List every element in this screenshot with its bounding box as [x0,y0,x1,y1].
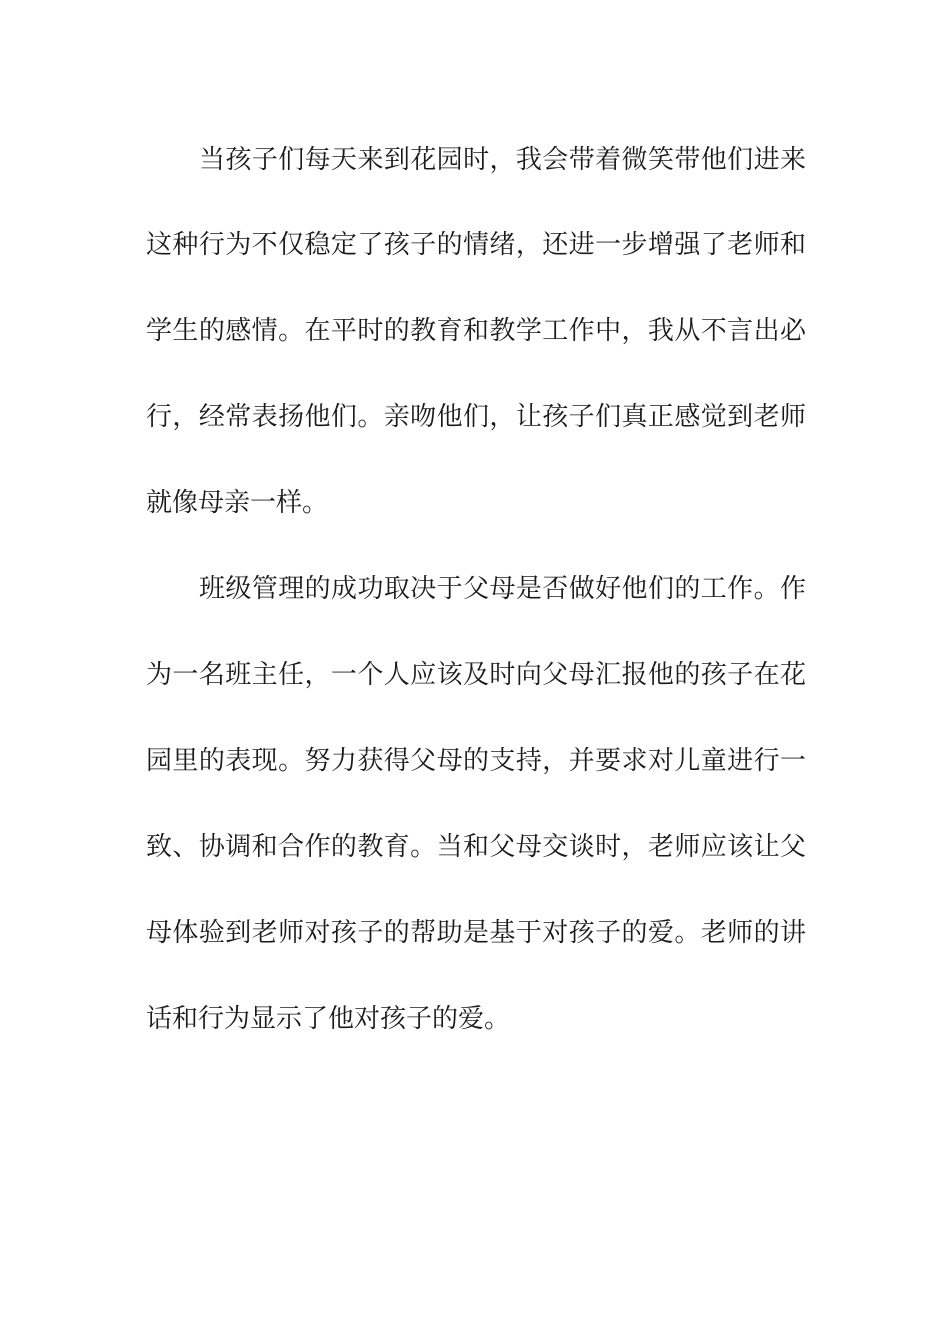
paragraph-2-line-3: 园里的表现。努力获得父母的支持，并要求对儿童进行一 [146,746,806,776]
paragraph-2-line-4: 致、协调和合作的教育。当和父母交谈时，老师应该让父 [146,832,806,862]
paragraph-1-line-2: 这种行为不仅稳定了孩子的情绪，还进一步增强了老师和 [146,230,806,260]
paragraph-1-line-1: 当孩子们每天来到花园时，我会带着微笑带他们进来 [199,145,806,175]
paragraph-1-line-5: 就像母亲一样。 [146,488,329,518]
paragraph-1-line-3: 学生的感情。在平时的教育和教学工作中，我从不言出必 [146,316,806,346]
paragraph-2-line-5: 母体验到老师对孩子的帮助是基于对孩子的爱。老师的讲 [146,918,806,948]
paragraph-2-line-2: 为一名班主任，一个人应该及时向父母汇报他的孩子在花 [146,660,806,690]
paragraph-1-line-4: 行，经常表扬他们。亲吻他们，让孩子们真正感觉到老师 [146,402,806,432]
paragraph-2-line-1: 班级管理的成功取决于父母是否做好他们的工作。作 [199,574,806,604]
paragraph-2-line-6: 话和行为显示了他对孩子的爱。 [146,1004,511,1034]
